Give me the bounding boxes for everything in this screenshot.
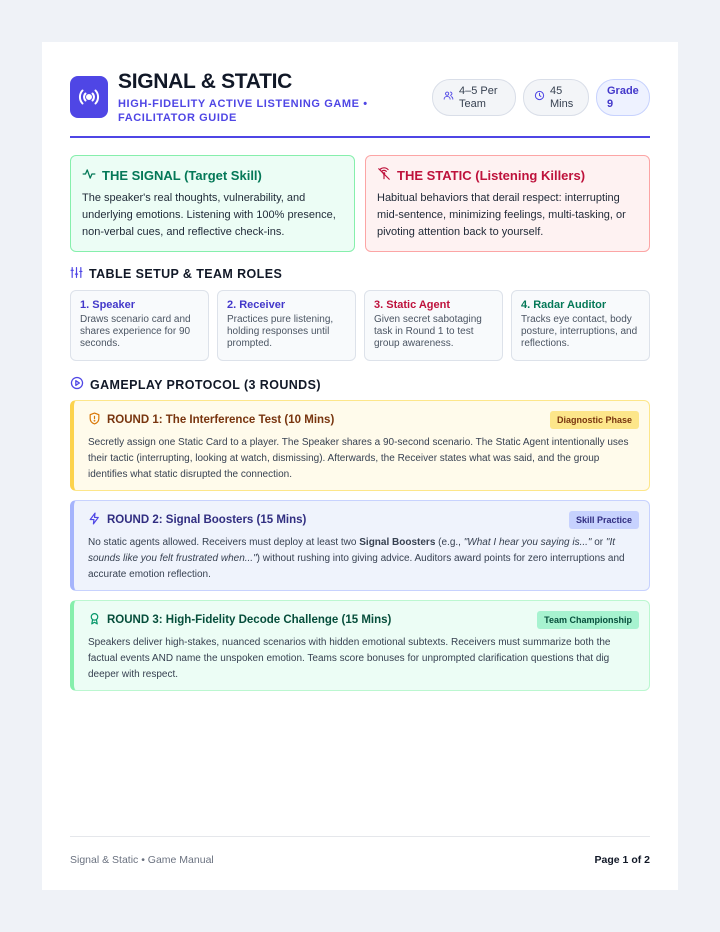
round-3-title: ROUND 3: High-Fidelity Decode Challenge (15 Mins) [107,614,392,626]
static-card [365,155,650,252]
static-title: THE STATIC (Listening Killers) [397,168,586,183]
page-number: Page 1 of 2 [594,854,650,866]
broadcast-icon [70,76,108,118]
role-card [217,290,356,361]
static-heading [377,167,638,184]
footer [70,836,650,866]
signal-heading [82,167,343,184]
play-circle-icon [70,376,84,393]
meta-badges [432,79,650,116]
shield-icon [88,412,101,428]
round-2-text [88,535,637,583]
roles-grid [70,290,650,361]
round-1-text: Secretly assign one Static Card to a player. The Speaker shares a 90-second scenario. The Static Agent intentionally uses their tactic (interrupting, looking at watch, dismissing). Afterwards, the Receiver states what was said, and the group identifies what static disrupted the connection. [88,437,629,480]
team-size-label: 4–5 Per Team [459,84,498,110]
page [42,42,678,890]
signal-title: THE SIGNAL (Target Skill) [102,168,262,183]
signal-boosters-term: Signal Boosters [359,537,436,548]
activity-icon [82,167,96,184]
page-title: SIGNAL & STATIC [118,70,293,93]
users-icon [443,90,454,105]
round-3-tag: Team Championship [537,611,639,629]
role-title: 2. Receiver [227,299,286,311]
gameplay-heading [70,376,321,393]
sliders-icon [70,266,83,282]
signal-text: The speaker's real thoughts, vulnerability, and underlying emotions. Listening with 100% presence, non-verbal cues, and reflective check-ins. [82,192,336,238]
skill-cards [70,155,650,252]
role-text: Given secret sabotaging task in Round 1 to test group awareness. [374,314,482,349]
duration-badge [523,79,589,116]
gameplay-heading-text: GAMEPLAY PROTOCOL (3 ROUNDS) [90,377,321,392]
setup-heading-text: TABLE SETUP & TEAM ROLES [89,267,283,281]
round-2-text-d: ) without rushing into giving advice. Auditors award points for zero interruptions and accurate emotion reflection. [88,553,625,580]
grade-badge [596,79,650,116]
clock-icon [534,90,545,105]
role-text: Draws scenario card and shares experience for 90 seconds. [80,314,191,349]
round-2-card [70,500,650,591]
role-card [70,290,209,361]
role-title: 4. Radar Auditor [521,299,607,311]
award-icon [88,612,101,628]
role-title: 1. Speaker [80,299,136,311]
signal-card [70,155,355,252]
round-2-heading [88,511,637,529]
role-text: Tracks eye contact, body posture, interruptions, and reflections. [521,314,638,349]
round-3-card [70,600,650,691]
example-quote-2: "It sounds like you felt frustrated when..." [88,537,616,564]
header [70,70,650,138]
role-card [511,290,650,361]
team-size-badge [432,79,516,116]
lightning-icon [88,512,101,528]
round-2-title: ROUND 2: Signal Boosters (15 Mins) [107,514,307,526]
page-content [70,70,650,680]
role-title: 3. Static Agent [374,299,450,311]
page-subtitle: HIGH-FIDELITY ACTIVE LISTENING GAME • FACILITATOR GUIDE [118,98,368,124]
round-2-text-c: or [591,537,606,548]
grade-label: Grade 9 [607,84,639,110]
round-2-tag: Skill Practice [569,511,639,529]
signal-off-icon [377,167,391,184]
example-quote-1: "What I hear you saying is..." [463,537,592,548]
round-1-card [70,400,650,491]
round-2-text-b: (e.g., [435,537,464,548]
round-1-tag: Diagnostic Phase [550,411,639,429]
role-text: Practices pure listening, holding responses until prompted. [227,314,334,349]
role-card [364,290,503,361]
round-3-text: Speakers deliver high-stakes, nuanced scenarios with hidden emotional subtexts. Receivers must summarize both the factual events AND name the unspoken emotion. Teams score bonuses for unprompted clarification questions that dig deeper with respect. [88,637,611,680]
static-text: Habitual behaviors that derail respect: interrupting mid-sentence, minimizing feelings, multi-tasking, or pivoting attention back to yourself. [377,192,626,238]
round-1-title: ROUND 1: The Interference Test (10 Mins) [107,414,335,426]
round-2-text-a: No static agents allowed. Receivers must deploy at least two [88,537,360,548]
duration-label: 45 Mins [550,84,574,110]
setup-heading [70,266,282,282]
footer-left: Signal & Static • Game Manual [70,854,214,866]
